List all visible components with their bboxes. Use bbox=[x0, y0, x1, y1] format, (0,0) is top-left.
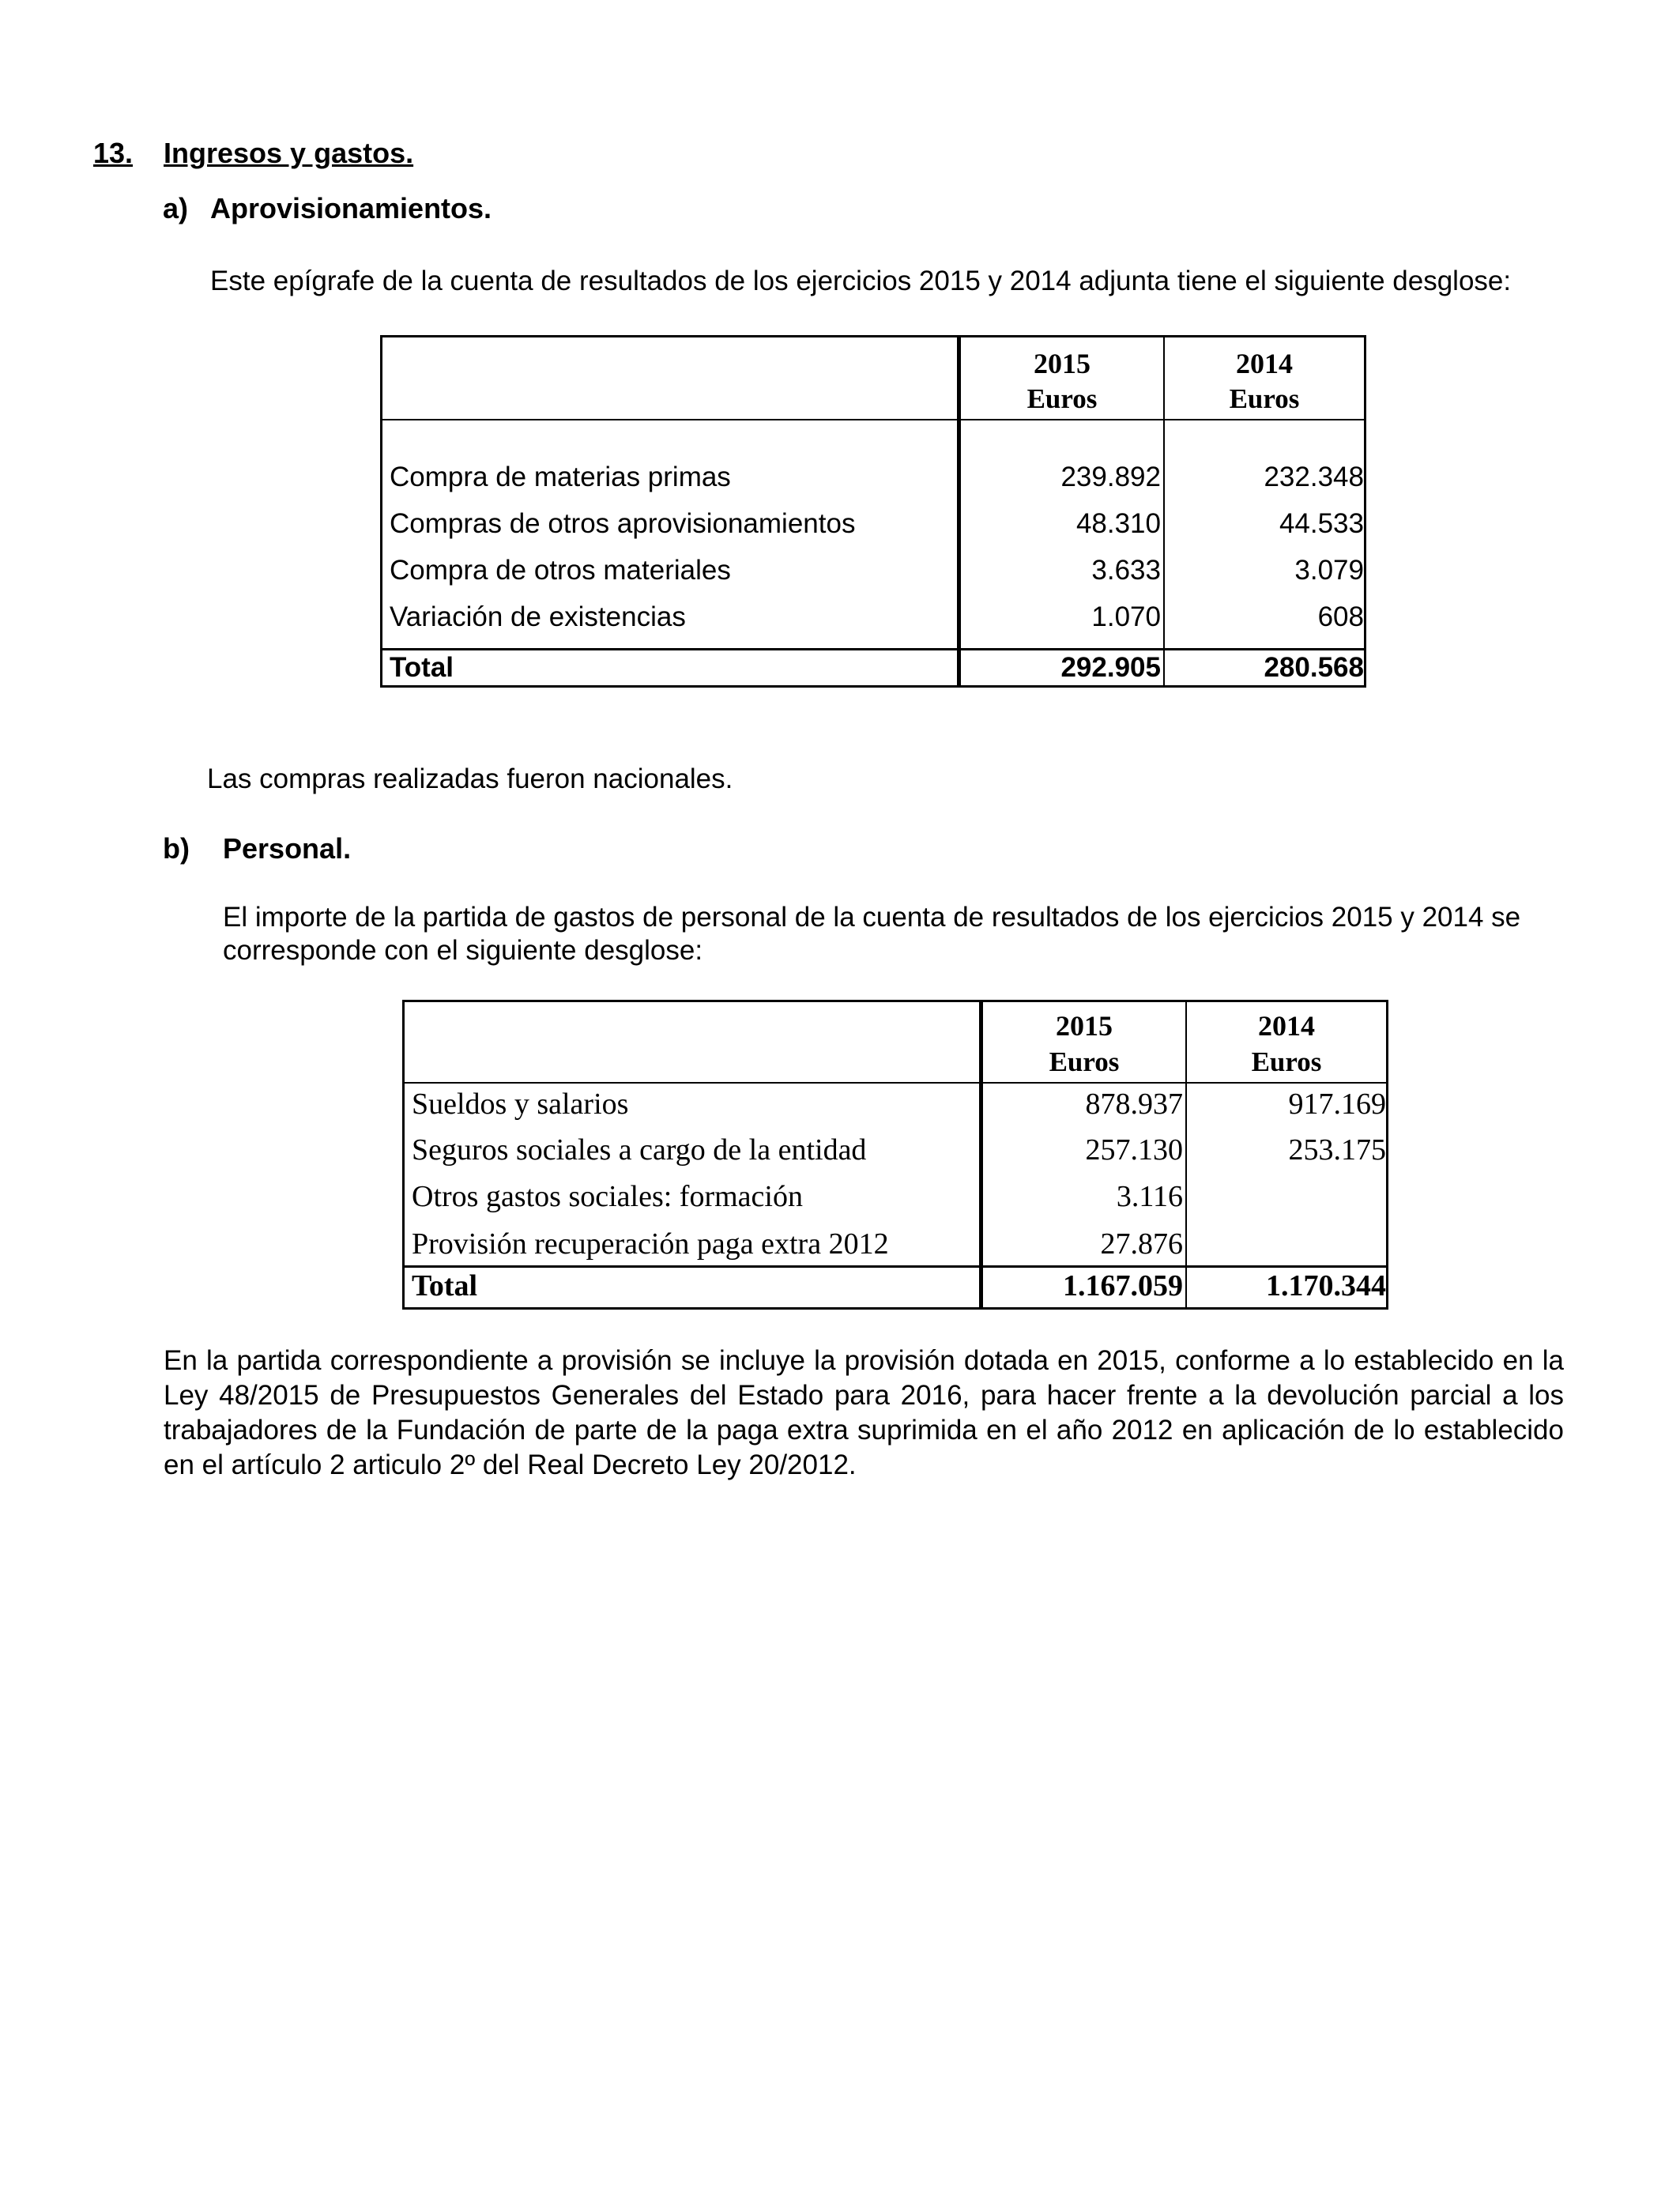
column-header-year: 2015 bbox=[1034, 348, 1090, 379]
column-header-year: 2014 bbox=[1258, 1010, 1315, 1042]
row-value-2014: 917.169 bbox=[1288, 1088, 1386, 1121]
subsection-a-title: Aprovisionamientos. bbox=[210, 192, 492, 224]
column-header-unit: Euros bbox=[1251, 1046, 1322, 1077]
row-label: Variación de existencias bbox=[390, 601, 686, 632]
row-label: Otros gastos sociales: formación bbox=[412, 1180, 803, 1213]
row-value-2014: 3.079 bbox=[1294, 555, 1364, 586]
row-value-2014: 44.533 bbox=[1279, 508, 1364, 539]
row-value-2014: 253.175 bbox=[1288, 1133, 1386, 1167]
closing-paragraph: En la partida correspondiente a provisión se incluye la provisión dotada en 2015, conforme a lo establecido en la Ley 48/2015 de Presupuestos Generales del Estado para 2016, para hacer frente a la devolución parcial a los trabajadores de la Fundación de parte de la paga extra suprimida en el año 2012 en aplicación de lo establecido en el artículo 2 articulo 2º del Real Decreto Ley 20/2012. bbox=[164, 1345, 1564, 1480]
total-label: Total bbox=[390, 652, 454, 683]
column-header-unit: Euros bbox=[1026, 383, 1098, 414]
subsection-a-intro: Este epígrafe de la cuenta de resultados de los ejercicios 2015 y 2014 adjunta tiene el siguiente desglose: bbox=[210, 266, 1512, 296]
total-value-2014: 280.568 bbox=[1264, 652, 1364, 683]
total-label: Total bbox=[412, 1269, 478, 1302]
row-label: Compra de materias primas bbox=[390, 462, 731, 492]
row-value-2015: 3.633 bbox=[1091, 555, 1161, 586]
row-value-2014: 232.348 bbox=[1264, 462, 1364, 492]
subsection-a-note: Las compras realizadas fueron nacionales. bbox=[207, 763, 733, 794]
row-label: Compra de otros materiales bbox=[390, 555, 731, 586]
aprovisionamientos-table bbox=[380, 335, 1366, 688]
subsection-b-title: Personal. bbox=[223, 832, 352, 865]
row-label: Compras de otros aprovisionamientos bbox=[390, 508, 856, 539]
row-value-2015: 239.892 bbox=[1060, 462, 1161, 492]
column-header-year: 2014 bbox=[1236, 348, 1293, 379]
row-value-2015: 27.876 bbox=[1100, 1227, 1183, 1261]
subsection-b-letter: b) bbox=[163, 832, 190, 865]
table-divider bbox=[382, 648, 1364, 650]
column-header-year: 2015 bbox=[1056, 1010, 1113, 1042]
row-value-2015: 257.130 bbox=[1085, 1133, 1183, 1167]
total-value-2014: 1.170.344 bbox=[1266, 1269, 1386, 1302]
personal-table bbox=[402, 1000, 1388, 1310]
row-value-2015: 1.070 bbox=[1091, 601, 1161, 632]
table-divider bbox=[382, 419, 1364, 420]
column-header-unit: Euros bbox=[1229, 383, 1300, 414]
row-value-2014: 608 bbox=[1317, 601, 1364, 632]
subsection-a-letter: a) bbox=[163, 192, 189, 224]
row-value-2015: 48.310 bbox=[1075, 508, 1161, 539]
column-header-unit: Euros bbox=[1049, 1046, 1120, 1077]
row-label: Provisión recuperación paga extra 2012 bbox=[412, 1227, 889, 1261]
section-number: 13. bbox=[93, 137, 134, 169]
total-value-2015: 1.167.059 bbox=[1063, 1269, 1183, 1302]
total-value-2015: 292.905 bbox=[1060, 652, 1161, 683]
row-value-2015: 3.116 bbox=[1116, 1180, 1183, 1213]
row-value-2015: 878.937 bbox=[1085, 1088, 1183, 1121]
table-divider bbox=[405, 1082, 1386, 1084]
table-divider bbox=[405, 1265, 1386, 1268]
row-label: Seguros sociales a cargo de la entidad bbox=[412, 1133, 867, 1167]
row-label: Sueldos y salarios bbox=[412, 1088, 629, 1121]
section-title: Ingresos y gastos. bbox=[164, 137, 414, 169]
subsection-b-intro: El importe de la partida de gastos de personal de la cuenta de resultados de los ejercicios 2015 y 2014 se corresponde con el siguiente desglose: bbox=[223, 902, 1521, 966]
